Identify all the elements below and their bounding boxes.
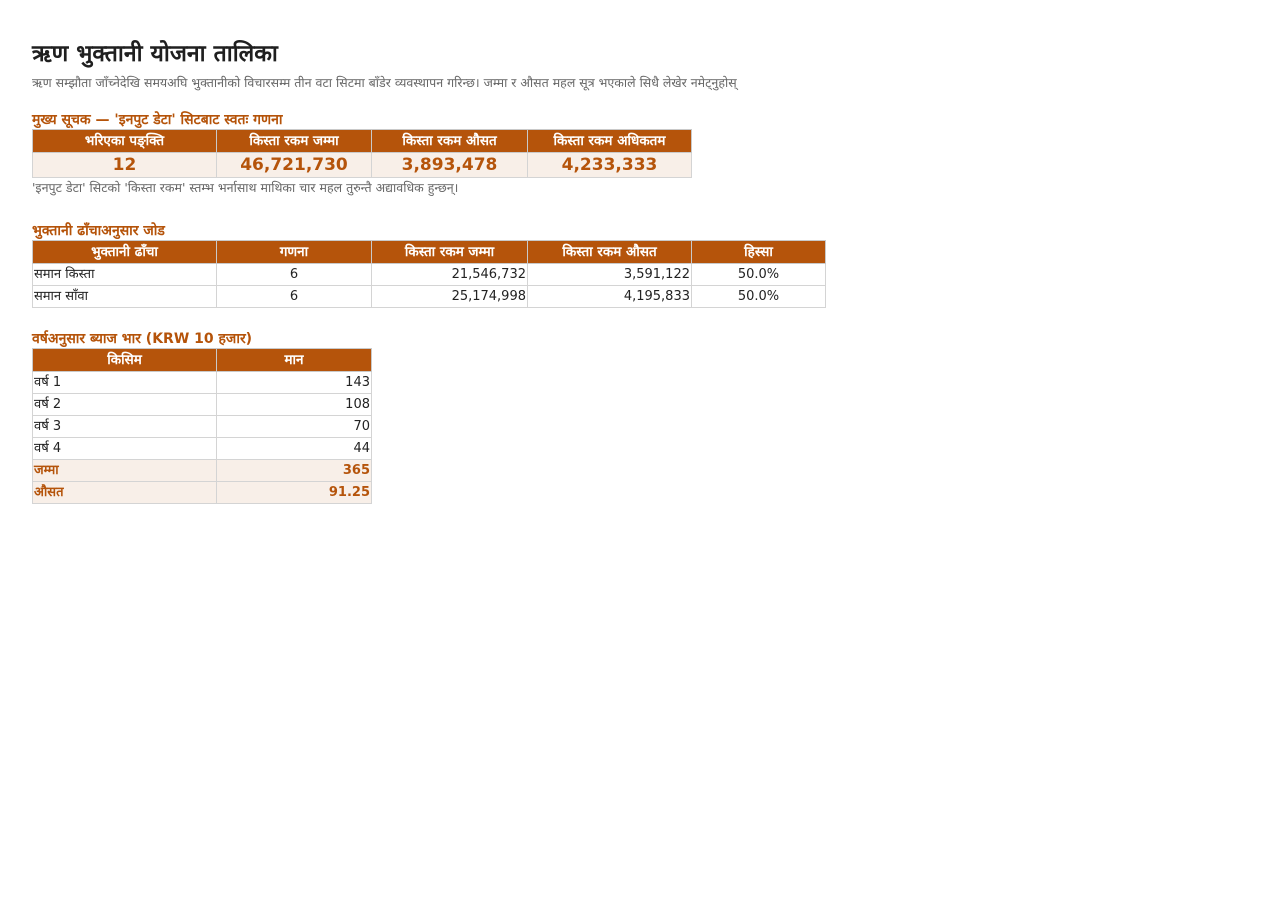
by-type-header-cell[interactable]: गणना xyxy=(217,241,372,264)
kpi-value-row xyxy=(33,153,692,178)
kpi-note: 'इनपुट डेटा' सिटको 'किस्ता रकम' स्तम्भ भर्नासाथ माथिका चार महल तुरुन्तै अद्यावधिक हुन्छन्। xyxy=(32,180,459,195)
table-row xyxy=(33,416,372,438)
table-cell[interactable]: 3,591,122 xyxy=(528,264,692,286)
table-cell[interactable]: 70 xyxy=(217,416,372,438)
kpi-header-cell[interactable]: किस्ता रकम अधिकतम xyxy=(528,130,692,153)
total-label-cell[interactable]: जम्मा xyxy=(33,460,217,482)
kpi-value-cell[interactable]: 46,721,730 xyxy=(217,153,372,178)
table-row xyxy=(33,438,372,460)
table-cell[interactable]: वर्ष 1 xyxy=(33,372,217,394)
table-cell[interactable]: 6 xyxy=(217,264,372,286)
table-row xyxy=(33,264,826,286)
by-year-section-title: वर्षअनुसार ब्याज भार (KRW 10 हजार) xyxy=(32,331,253,347)
by-year-header-cell[interactable]: किसिम xyxy=(33,349,217,372)
by-type-header-cell[interactable]: किस्ता रकम जम्मा xyxy=(372,241,528,264)
kpi-value-cell[interactable]: 4,233,333 xyxy=(528,153,692,178)
by-year-table xyxy=(32,348,372,504)
table-cell[interactable]: 44 xyxy=(217,438,372,460)
table-cell[interactable]: समान साँवा xyxy=(33,286,217,308)
by-type-table xyxy=(32,240,826,308)
kpi-value-cell[interactable]: 12 xyxy=(33,153,217,178)
average-value-cell[interactable]: 91.25 xyxy=(217,482,372,504)
kpi-header-cell[interactable]: किस्ता रकम औसत xyxy=(372,130,528,153)
table-cell[interactable]: वर्ष 2 xyxy=(33,394,217,416)
kpi-value-cell[interactable]: 3,893,478 xyxy=(372,153,528,178)
table-cell[interactable]: 4,195,833 xyxy=(528,286,692,308)
report-sheet xyxy=(32,38,832,504)
by-type-header-cell[interactable]: हिस्सा xyxy=(692,241,826,264)
table-cell[interactable]: 143 xyxy=(217,372,372,394)
table-row xyxy=(33,394,372,416)
table-cell[interactable]: वर्ष 4 xyxy=(33,438,217,460)
by-type-header-cell[interactable]: किस्ता रकम औसत xyxy=(528,241,692,264)
by-type-section-title: भुक्तानी ढाँचाअनुसार जोड xyxy=(32,223,165,239)
table-cell[interactable]: 50.0% xyxy=(692,264,826,286)
table-cell[interactable]: समान किस्ता xyxy=(33,264,217,286)
by-year-header-cell[interactable]: मान xyxy=(217,349,372,372)
table-cell[interactable]: 21,546,732 xyxy=(372,264,528,286)
kpi-header-row xyxy=(33,130,692,153)
table-cell[interactable]: 25,174,998 xyxy=(372,286,528,308)
kpi-header-cell[interactable]: भरिएका पङ्क्ति xyxy=(33,130,217,153)
kpi-header-cell[interactable]: किस्ता रकम जम्मा xyxy=(217,130,372,153)
table-cell[interactable]: 50.0% xyxy=(692,286,826,308)
kpi-section-title: मुख्य सूचक — 'इनपुट डेटा' सिटबाट स्वतः गणना xyxy=(32,112,283,128)
by-year-header-row xyxy=(33,349,372,372)
table-cell[interactable]: 6 xyxy=(217,286,372,308)
by-type-header-cell[interactable]: भुक्तानी ढाँचा xyxy=(33,241,217,264)
average-label-cell[interactable]: औसत xyxy=(33,482,217,504)
table-cell[interactable]: वर्ष 3 xyxy=(33,416,217,438)
total-value-cell[interactable]: 365 xyxy=(217,460,372,482)
table-cell[interactable]: 108 xyxy=(217,394,372,416)
table-row xyxy=(33,286,826,308)
kpi-table xyxy=(32,129,692,178)
page-title: ऋण भुक्तानी योजना तालिका xyxy=(32,41,278,67)
total-row xyxy=(33,460,372,482)
average-row xyxy=(33,482,372,504)
page-subtitle: ऋण सम्झौता जाँच्नेदेखि समयअघि भुक्तानीको विचारसम्म तीन वटा सिटमा बाँडेर व्यवस्थापन गरिन्छ। जम्मा र औसत महल सूत्र भएकाले सिधै लेखेर नमेट्नुहोस् xyxy=(32,75,737,90)
table-row xyxy=(33,372,372,394)
by-type-header-row xyxy=(33,241,826,264)
